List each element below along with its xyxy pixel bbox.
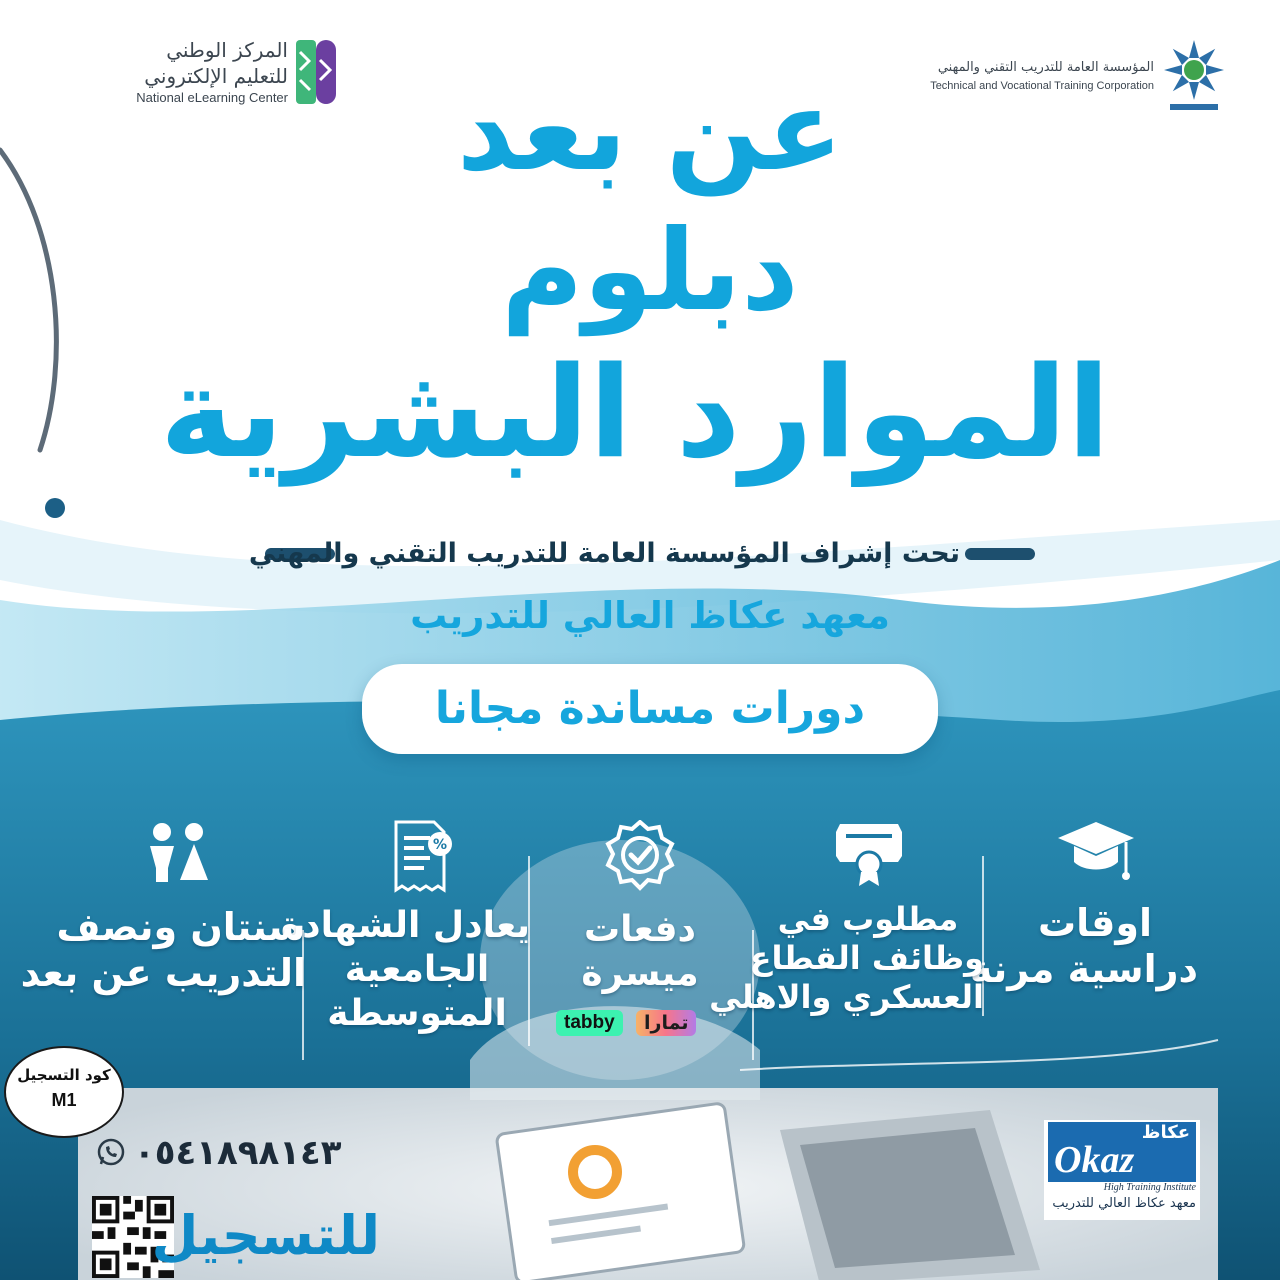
tvtc-name-ar: المؤسسة العامة للتدريب التقني والمهني xyxy=(937,60,1154,75)
feature-line: سنتان ونصف xyxy=(56,905,306,949)
tabby-badge: tabby xyxy=(556,1010,623,1036)
checkmark-badge-icon xyxy=(604,820,676,892)
nelc-logo xyxy=(100,38,340,108)
feature-easy-payments-text xyxy=(540,908,740,996)
okaz-logo xyxy=(1044,1120,1200,1220)
nelc-name-en: National eLearning Center xyxy=(136,90,288,105)
graduation-cap-icon xyxy=(1056,818,1136,884)
feature-line: اوقات xyxy=(1038,901,1152,945)
feature-line: دفعات xyxy=(583,909,697,950)
people-icon xyxy=(146,822,210,884)
nelc-name-ar-1: المركز الوطني xyxy=(166,38,288,62)
feature-line: دراسية مرنة xyxy=(969,947,1198,992)
feature-line: العسكري والاهلي xyxy=(709,978,984,1017)
free-courses-pill xyxy=(362,664,938,754)
headline-line-1: عن بعد xyxy=(456,66,844,196)
feature-flexible-hours xyxy=(969,818,1198,1018)
feature-equivalent-degree xyxy=(280,818,530,1048)
feature-equivalent-degree-text xyxy=(280,904,530,1036)
supervision-text: تحت إشراف المؤسسة العامة للتدريب التقني والمهني xyxy=(248,538,960,569)
tvtc-name-en: Technical and Vocational Training Corporation xyxy=(930,80,1154,92)
feature-flexible-hours-text xyxy=(969,900,1198,993)
feature-line: ميسرة xyxy=(581,952,699,994)
registration-code-oval xyxy=(4,1046,124,1138)
feature-sector-demand xyxy=(709,818,984,1028)
svg-text:%: % xyxy=(432,837,448,853)
feature-easy-payments xyxy=(540,818,740,1038)
phone-number[interactable]: ٠٥٤١٨٩٨١٤٣ xyxy=(134,1133,342,1173)
feature-line: الجامعية xyxy=(344,948,490,990)
nelc-name-ar-2: للتعليم الإلكتروني xyxy=(144,64,288,88)
whatsapp-icon xyxy=(96,1137,126,1167)
tamara-badge: تمارا xyxy=(636,1010,696,1036)
phone-row[interactable] xyxy=(96,1132,356,1174)
registration-code-label: كود التسجيل xyxy=(17,1066,111,1084)
institute-name: معهد عكاظ العالي للتدريب xyxy=(410,594,890,637)
okaz-ar-top: عكاظ xyxy=(1141,1122,1190,1143)
receipt-percent-icon xyxy=(390,818,456,894)
feature-duration xyxy=(20,818,306,1018)
feature-duration-text xyxy=(20,904,306,997)
feature-line: يعادل الشهادة xyxy=(280,905,530,946)
headline-line-3: الموارد البشرية xyxy=(159,339,1111,486)
okaz-en-small: High Training Institute xyxy=(1103,1182,1196,1193)
feature-sector-demand-text xyxy=(709,900,984,1017)
okaz-logo-box xyxy=(1048,1122,1196,1182)
headline-line-2: دبلوم xyxy=(501,206,799,336)
okaz-en-big: Okaz xyxy=(1054,1139,1135,1181)
free-courses-text: دورات مساندة مجانا xyxy=(434,683,866,734)
nelc-emblem-icon xyxy=(296,40,340,104)
feature-line: وظائف القطاع xyxy=(749,939,984,978)
feature-line: مطلوب في xyxy=(777,900,959,938)
register-cta[interactable]: للتسجيل xyxy=(151,1204,380,1267)
tvtc-emblem-icon xyxy=(1160,36,1228,114)
okaz-ar-bottom: معهد عكاظ العالي للتدريب xyxy=(1052,1196,1196,1211)
feature-line: المتوسطة xyxy=(327,992,507,1034)
feature-line: التدريب عن بعد xyxy=(20,951,306,996)
registration-code-value: M1 xyxy=(51,1090,77,1110)
certificate-icon xyxy=(832,818,906,888)
tvtc-logo xyxy=(920,36,1232,116)
